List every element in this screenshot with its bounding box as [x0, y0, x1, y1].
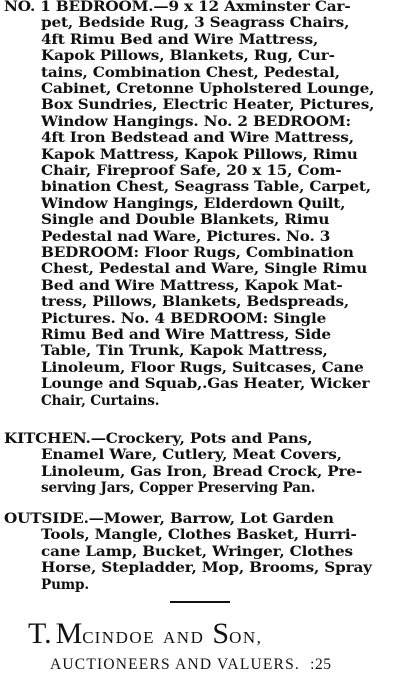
listing-line: 4ft Iron Bedstead and Wire Mattress, — [41, 130, 354, 147]
firm-tagline — [50, 656, 331, 674]
firm-name — [28, 619, 262, 654]
listing-line: Single and Double Blankets, Rimu — [41, 212, 330, 229]
listing-line: KITCHEN.—Crockery, Pots and Pans, — [4, 431, 313, 447]
listing-line: Window Hangings, Elderdown Quilt, — [41, 195, 346, 212]
listing-line: Horse, Stepladder, Mop, Brooms, Spray — [41, 560, 372, 577]
listing-line: Linoleum, Gas Iron, Bread Crock, Pre- — [41, 463, 363, 480]
listing-line: Chest, Pedestal and Ware, Single Rimu — [41, 261, 368, 278]
tagline-text: AUCTIONEERS AND VALUERS. — [50, 656, 300, 673]
listing-line: Lounge and Squab,.Gas Heater, Wicker — [41, 376, 370, 393]
firm-on: ON, — [229, 628, 263, 647]
listing-line: Pump. — [41, 576, 89, 593]
firm-indoe: INDOE — [94, 628, 156, 647]
listing-line: Bed and Wire Mattress, Kapok Mat- — [41, 277, 343, 294]
firm-initial-t: T. — [28, 617, 52, 650]
listing-line: Chair, Fireproof Safe, 20 x 15, Com- — [41, 163, 342, 179]
listing-line: Pictures. No. 4 BEDROOM: Single — [41, 310, 327, 327]
listing-line: Chair, Curtains. — [41, 392, 160, 409]
listing-line: cane Lamp, Bucket, Wringer, Clothes — [41, 543, 353, 560]
firm-initial-m: M — [55, 617, 83, 650]
listing-line: Rimu Bed and Wire Mattress, Side — [41, 327, 331, 343]
listing-line: BEDROOM: Floor Rugs, Combination — [41, 245, 354, 261]
listing-line: Window Hangings. No. 2 BEDROOM: — [41, 113, 351, 130]
listing-line: serving Jars, Copper Preserving Pan. — [41, 480, 316, 497]
listing-line: Box Sundries, Electric Heater, Pictures, — [41, 97, 375, 114]
listing-line: Enamel Ware, Cutlery, Meat Covers, — [41, 447, 342, 464]
listing-line: Table, Tin Trunk, Kapok Mattress, — [41, 343, 328, 360]
listing-line: Kapok Pillows, Blankets, Rug, Cur- — [41, 48, 335, 65]
listing-line: Kapok Mattress, Kapok Pillows, Rimu — [41, 146, 358, 163]
firm-and: AND — [163, 628, 205, 647]
listing-line: Cabinet, Cretonne Upholstered Lounge, — [41, 81, 375, 97]
listing-line: OUTSIDE.—Mower, Barrow, Lot Garden — [4, 511, 334, 527]
listing-line: Linoleum, Floor Rugs, Suitcases, Cane — [41, 359, 364, 376]
listing-line: Tools, Mangle, Clothes Basket, Hurri- — [41, 527, 357, 544]
listing-line: bination Chest, Seagrass Table, Carpet, — [41, 179, 371, 196]
firm-initial-s: S — [212, 617, 230, 650]
listing-line: NO. 1 BEDROOM.—9 x 12 Axminster Car- — [4, 0, 351, 15]
listing-line: tress, Pillows, Blankets, Bedspreads, — [41, 294, 350, 311]
listing-line: 4ft Rimu Bed and Wire Mattress, — [41, 31, 319, 48]
listing-line: Pedestal nad Ware, Pictures. No. 3 — [41, 228, 331, 245]
firm-sup-c: C — [82, 628, 95, 647]
ad-code: :25 — [310, 656, 332, 673]
listing-line: tains, Combination Chest, Pedestal, — [41, 64, 340, 81]
listing-line: pet, Bedside Rug, 3 Seagrass Chairs, — [41, 15, 350, 32]
separator-rule — [170, 601, 230, 603]
